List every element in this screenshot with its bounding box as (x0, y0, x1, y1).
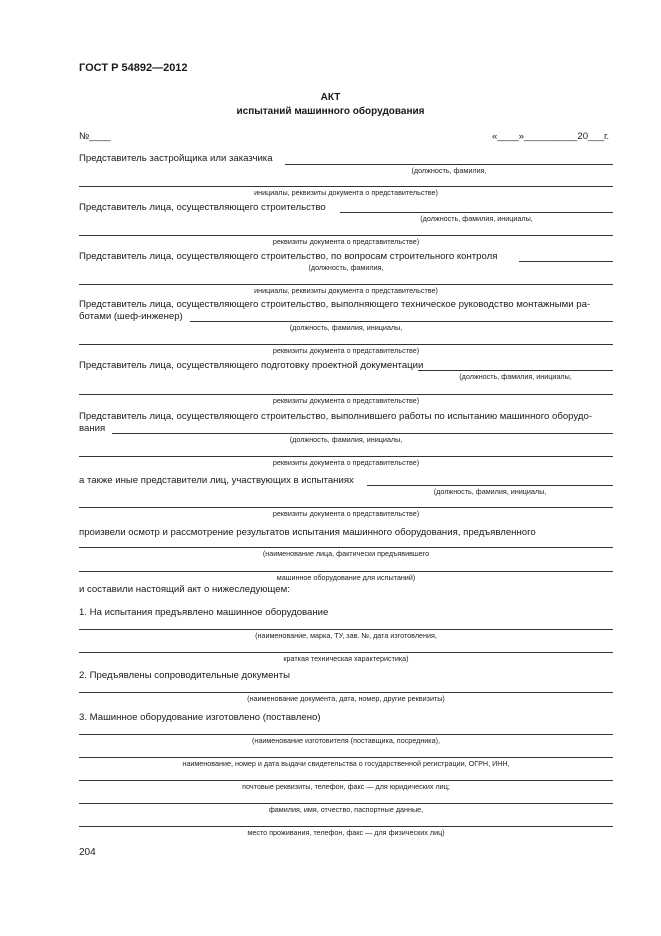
label-chief-engineer-cont: ботами (шеф-инженер) (79, 311, 183, 322)
field-line[interactable] (79, 571, 613, 572)
field-construction-control[interactable] (519, 261, 613, 262)
caption: машинное оборудование для испытаний) (276, 573, 416, 582)
caption: (наименование, марка, ТУ, зав. №, дата изготовления, (255, 631, 437, 640)
caption: (должность, фамилия, (411, 166, 487, 175)
section-3-label: 3. Машинное оборудование изготовлено (поставлено) (79, 712, 321, 723)
field-line[interactable] (79, 344, 613, 345)
field-line[interactable] (79, 652, 613, 653)
text-composed: и составили настоящий акт о нижеследующем: (79, 584, 290, 595)
field-line[interactable] (79, 692, 613, 693)
standard-header: ГОСТ Р 54892—2012 (79, 62, 188, 74)
field-line[interactable] (79, 734, 613, 735)
caption: (должность, фамилия, (308, 263, 384, 272)
field-line[interactable] (79, 826, 613, 827)
caption: место проживания, телефон, факс — для физических лиц) (247, 828, 445, 837)
field-testing-works[interactable] (112, 433, 613, 434)
caption: инициалы, реквизиты документа о представительстве) (254, 286, 438, 295)
field-other-reps[interactable] (367, 485, 613, 486)
label-construction-control: Представитель лица, осуществляющего строительство, по вопросам строительного контроля (79, 251, 498, 262)
caption: (должность, фамилия, инициалы, (459, 372, 572, 381)
label-testing-works-cont: вания (79, 423, 106, 434)
field-design[interactable] (418, 370, 613, 371)
field-line[interactable] (79, 235, 613, 236)
caption: фамилия, имя, отчество, паспортные данные, (268, 805, 424, 814)
caption: реквизиты документа о представительстве) (272, 237, 420, 246)
section-1-label: 1. На испытания предъявлено машинное оборудование (79, 607, 329, 618)
caption: реквизиты документа о представительстве) (272, 509, 420, 518)
section-2-label: 2. Предъявлены сопроводительные документы (79, 670, 290, 681)
caption: реквизиты документа о представительстве) (272, 458, 420, 467)
caption: (наименование изготовителя (поставщика, посредника), (251, 736, 440, 745)
text-inspection: произвели осмотр и рассмотрение результатов испытания машинного оборудования, предъявленного (79, 527, 536, 538)
field-developer[interactable] (285, 164, 613, 165)
act-date: «____»__________20___г. (492, 131, 610, 142)
caption: (наименование документа, дата, номер, другие реквизиты) (247, 694, 445, 703)
field-line[interactable] (79, 456, 613, 457)
label-design: Представитель лица, осуществляющего подготовку проектной документации (79, 360, 424, 371)
caption: инициалы, реквизиты документа о представительстве) (254, 188, 438, 197)
caption: (должность, фамилия, инициалы, (289, 323, 403, 332)
label-testing-works: Представитель лица, осуществляющего строительство, выполнившего работы по испытанию машинного оборудо- (79, 411, 593, 422)
field-line[interactable] (79, 757, 613, 758)
field-line[interactable] (79, 803, 613, 804)
field-line[interactable] (79, 547, 613, 548)
caption: почтовые реквизиты, телефон, факс — для юридических лиц; (242, 782, 450, 791)
caption: (наименование лица, фактически предъявившего (262, 549, 430, 558)
label-developer: Представитель застройщика или заказчика (79, 153, 273, 164)
field-builder[interactable] (340, 212, 613, 213)
caption: (должность, фамилия, инициалы, (433, 487, 547, 496)
act-subtitle: испытаний машинного оборудования (236, 106, 425, 117)
caption: краткая техническая характеристика) (283, 654, 409, 663)
field-line[interactable] (79, 186, 613, 187)
label-chief-engineer: Представитель лица, осуществляющего строительство, выполняющего техническое руководство монтажными ра- (79, 299, 591, 310)
page-number: 204 (79, 847, 96, 858)
field-chief-engineer[interactable] (190, 321, 613, 322)
label-other-reps: а также иные представители лиц, участвующих в испытаниях (79, 475, 354, 486)
caption: реквизиты документа о представительстве) (272, 396, 420, 405)
caption: наименование, номер и дата выдачи свидетельства о государственной регистрации, ОГРН, ИНН, (182, 759, 510, 768)
field-line[interactable] (79, 780, 613, 781)
field-line[interactable] (79, 284, 613, 285)
caption: (должность, фамилия, инициалы, (420, 214, 533, 223)
field-line[interactable] (79, 507, 613, 508)
field-line[interactable] (79, 394, 613, 395)
field-line[interactable] (79, 629, 613, 630)
caption: (должность, фамилия, инициалы, (289, 435, 403, 444)
caption: реквизиты документа о представительстве) (272, 346, 420, 355)
act-title: АКТ (320, 92, 341, 103)
act-number: №____ (79, 131, 111, 142)
label-builder: Представитель лица, осуществляющего строительство (79, 202, 326, 213)
